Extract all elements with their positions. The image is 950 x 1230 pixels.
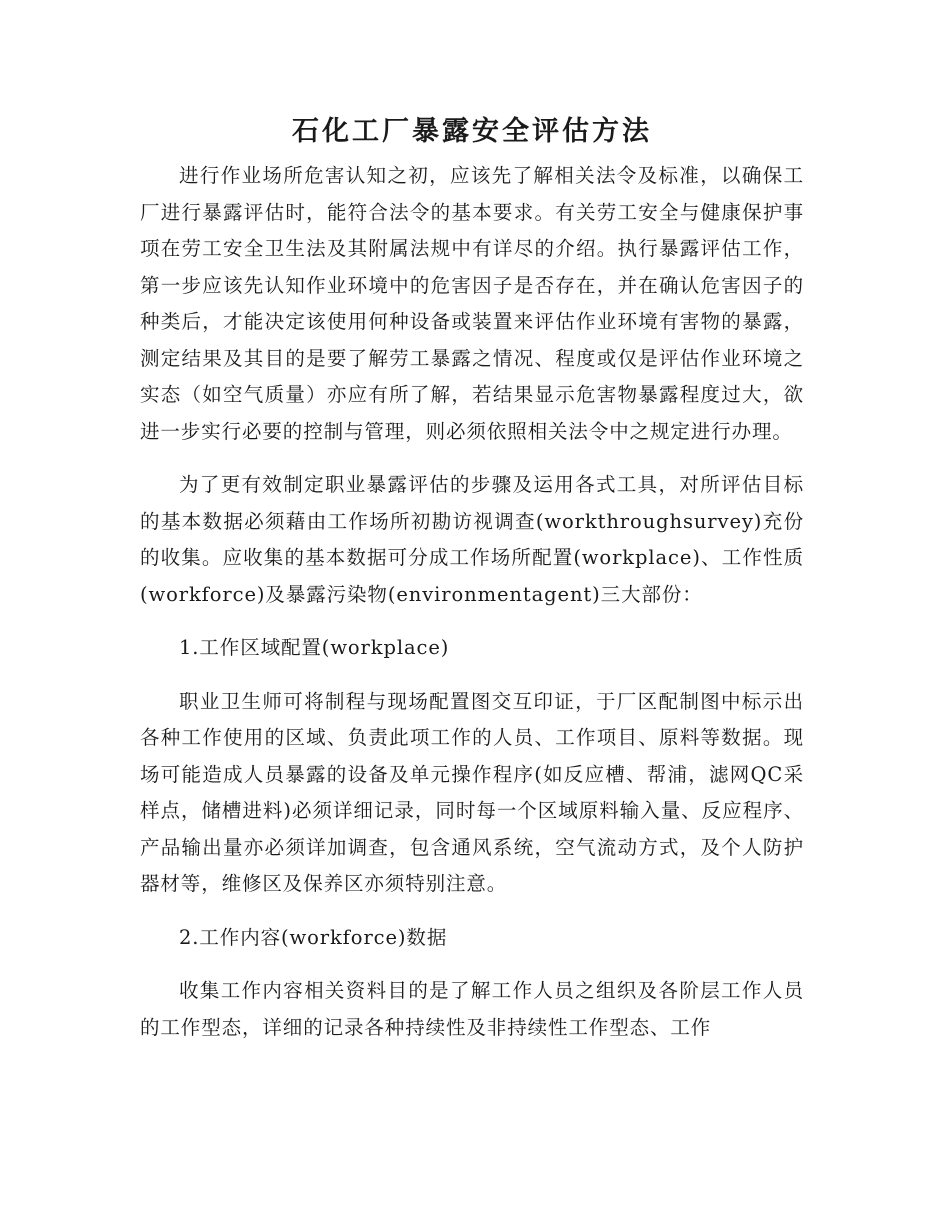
- section-heading-workplace: 1.工作区域配置(workplace): [179, 636, 450, 659]
- document-title: 石化工厂暴露安全评估方法: [292, 116, 652, 147]
- paragraph-workforce: 收集工作内容相关资料目的是了解工作人员之组织及各阶层工作人员的工作型态，详细的记录各种持续性及非持续性工作型态、工作: [140, 979, 804, 1039]
- paragraph-data-collection: 为了更有效制定职业暴露评估的步骤及运用各式工具，对所评估目标的基本数据必须藉由工作场所初勘访视调查(workthroughsurvey)充份的收集。应收集的基本数据可分成工作场所配置(workplace)、工作性质(workforce)及暴露污染物(environmentagent)三大部份：: [140, 473, 804, 606]
- paragraph-intro: 进行作业场所危害认知之初，应该先了解相关法令及标准，以确保工厂进行暴露评估时，能符合法令的基本要求。有关劳工安全与健康保护事项在劳工安全卫生法及其附属法规中有详尽的介绍。执行暴露评估工作，第一步应该先认知作业环境中的危害因子是否存在，并在确认危害因子的种类后，才能决定该使用何种设备或装置来评估作业环境有害物的暴露，测定结果及其目的是要了解劳工暴露之情况、程度或仅是评估作业环境之实态（如空气质量）亦应有所了解，若结果显示危害物暴露程度过大，欲进一步实行必要的控制与管理，则必须依照相关法令中之规定进行办理。: [140, 164, 804, 443]
- paragraph-workplace: 职业卫生师可将制程与现场配置图交互印证，于厂区配制图中标示出各种工作使用的区域、负责此项工作的人员、工作项目、原料等数据。现场可能造成人员暴露的设备及单元操作程序(如反应槽、帮浦，滤网QC采样点，储槽进料)必须详细记录，同时每一个区域原料输入量、反应程序、产品输出量亦必须详加调查，包含通风系统，空气流动方式，及个人防护器材等，维修区及保养区亦须特别注意。: [140, 689, 804, 895]
- document-page: [140, 112, 804, 1063]
- section-heading-workforce: 2.工作内容(workforce)数据: [179, 925, 448, 949]
